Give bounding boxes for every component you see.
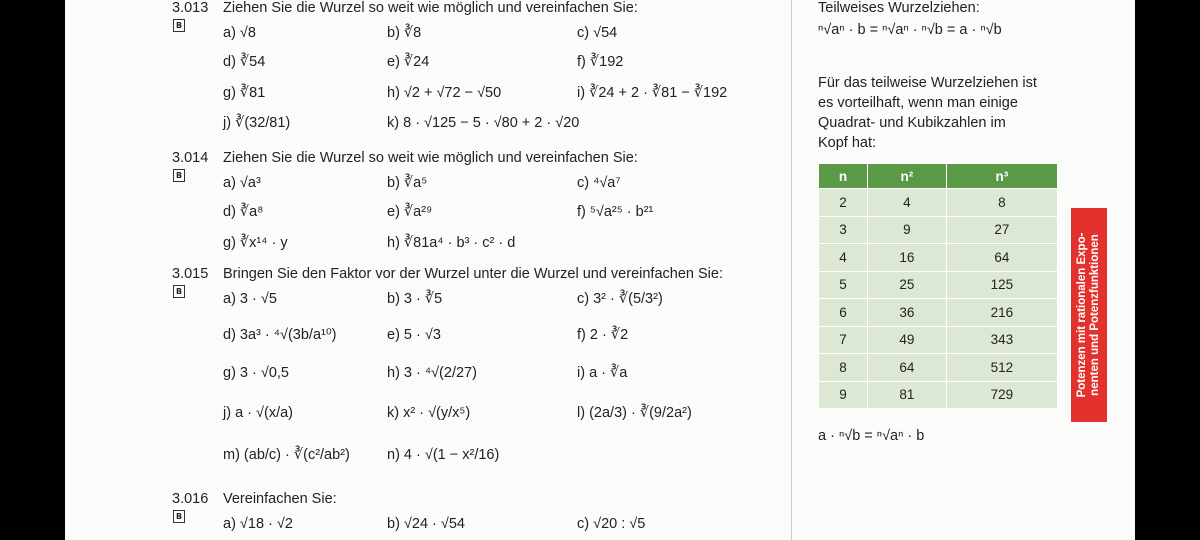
table-cell: 64 <box>868 354 947 382</box>
table-cell: 2 <box>819 189 868 217</box>
exercise-item: g) 3 · √0,5 <box>223 365 289 381</box>
table-header-cell: n <box>819 164 868 189</box>
table-header-row <box>819 164 1058 189</box>
table-cell: 3 <box>819 216 868 244</box>
exercise-item: f) ∛192 <box>577 54 624 70</box>
table-cell: 343 <box>946 326 1057 354</box>
exercise-item: c) √54 <box>577 25 618 41</box>
table-cell: 512 <box>946 354 1057 382</box>
exercise-item: k) x² · √(y/x⁵) <box>387 405 471 421</box>
exercise-heading: Ziehen Sie die Wurzel so weit wie möglich und vereinfachen Sie: <box>223 0 638 16</box>
exercise-number: 3.016 <box>172 491 209 507</box>
table-cell: 81 <box>868 381 947 409</box>
exercise-item: k) 8 · √125 − 5 · √80 + 2 · √20 <box>387 115 580 131</box>
left-black-border <box>0 0 65 540</box>
table-cell: 9 <box>819 381 868 409</box>
exercise-item: h) √2 + √72 − √50 <box>387 85 502 101</box>
column-divider <box>791 0 792 540</box>
exercise-item: a) 3 · √5 <box>223 291 277 307</box>
exercise-item: b) ∛a⁵ <box>387 175 428 191</box>
exercise-item: m) (ab/c) · ∛(c²/ab²) <box>223 447 350 463</box>
table-cell: 49 <box>868 326 947 354</box>
table-row <box>819 354 1058 382</box>
table-row <box>819 381 1058 409</box>
table-cell: 16 <box>868 244 947 272</box>
table-cell: 8 <box>946 189 1057 217</box>
exercise-item: a) √18 · √2 <box>223 516 293 532</box>
exercise-heading: Bringen Sie den Faktor vor der Wurzel unter die Wurzel und vereinfachen Sie: <box>223 266 723 282</box>
exercise-item: h) 3 · ⁴√(2/27) <box>387 365 477 381</box>
sidebar-text-2: es vorteilhaft, wenn man einige <box>818 95 1018 111</box>
exercise-heading: Ziehen Sie die Wurzel so weit wie möglich und vereinfachen Sie: <box>223 150 638 166</box>
exercise-item: j) a · √(x/a) <box>223 405 293 421</box>
table-cell: 8 <box>819 354 868 382</box>
right-black-border <box>1135 0 1200 540</box>
exercise-item: d) ∛54 <box>223 54 266 70</box>
exercise-item: c) 3² · ∛(5/3²) <box>577 291 663 307</box>
level-badge: B <box>173 169 185 182</box>
chapter-tab <box>1071 208 1107 422</box>
exercise-item: d) 3a³ · ⁴√(3b/a¹⁰) <box>223 327 337 343</box>
sidebar-formula-1: ⁿ√aⁿ · b = ⁿ√aⁿ · ⁿ√b = a · ⁿ√b <box>818 22 1002 38</box>
table-header-cell: n² <box>868 164 947 189</box>
exercise-item: f) 2 · ∛2 <box>577 327 629 343</box>
exercise-heading: Vereinfachen Sie: <box>223 491 337 507</box>
table-cell: 4 <box>868 189 947 217</box>
textbook-page <box>65 0 1135 540</box>
table-body <box>819 189 1058 409</box>
exercise-item: c) √20 : √5 <box>577 516 646 532</box>
squares-cubes-table <box>818 163 1058 409</box>
exercise-item: c) ⁴√a⁷ <box>577 175 621 191</box>
table-cell: 4 <box>819 244 868 272</box>
table-cell: 729 <box>946 381 1057 409</box>
exercise-item: i) ∛24 + 2 · ∛81 − ∛192 <box>577 85 728 101</box>
exercise-item: n) 4 · √(1 − x²/16) <box>387 447 500 463</box>
table-cell: 9 <box>868 216 947 244</box>
sidebar-text-4: Kopf hat: <box>818 135 877 151</box>
table-cell: 5 <box>819 271 868 299</box>
sidebar-text-3: Quadrat- und Kubikzahlen im <box>818 115 1006 131</box>
table-cell: 27 <box>946 216 1057 244</box>
sidebar-text-1: Für das teilweise Wurzelziehen ist <box>818 75 1037 91</box>
exercise-item: a) √a³ <box>223 175 261 191</box>
level-badge: B <box>173 19 185 32</box>
table-cell: 36 <box>868 299 947 327</box>
exercise-item: e) ∛24 <box>387 54 430 70</box>
exercise-item: e) 5 · √3 <box>387 327 441 343</box>
sidebar-formula-2: a · ⁿ√b = ⁿ√aⁿ · b <box>818 428 925 444</box>
table-row <box>819 244 1058 272</box>
table-row <box>819 216 1058 244</box>
table-cell: 6 <box>819 299 868 327</box>
exercise-item: g) ∛81 <box>223 85 266 101</box>
table-cell: 25 <box>868 271 947 299</box>
table-cell: 7 <box>819 326 868 354</box>
table-row <box>819 326 1058 354</box>
sidebar-title: Teilweises Wurzelziehen: <box>818 0 980 16</box>
table-cell: 125 <box>946 271 1057 299</box>
table-cell: 64 <box>946 244 1057 272</box>
exercise-item: g) ∛x¹⁴ · y <box>223 235 288 251</box>
exercise-item: j) ∛(32/81) <box>223 115 291 131</box>
exercise-item: a) √8 <box>223 25 256 41</box>
table-row <box>819 271 1058 299</box>
exercise-item: l) (2a/3) · ∛(9/2a²) <box>577 405 692 421</box>
table-header-cell: n³ <box>946 164 1057 189</box>
exercise-number: 3.015 <box>172 266 209 282</box>
exercise-item: i) a · ∛a <box>577 365 628 381</box>
exercise-item: d) ∛a⁸ <box>223 204 264 220</box>
level-badge: B <box>173 510 185 523</box>
table-row <box>819 299 1058 327</box>
chapter-tab-label: Potenzen mit rationalen Expo- nenten und Potenzfunktionen <box>1076 232 1101 398</box>
table-cell: 216 <box>946 299 1057 327</box>
table-row <box>819 189 1058 217</box>
exercise-number: 3.013 <box>172 0 209 16</box>
exercise-item: e) ∛a²⁹ <box>387 204 433 220</box>
exercise-item: h) ∛81a⁴ · b³ · c² · d <box>387 235 516 251</box>
exercise-item: f) ⁵√a²⁵ · b²¹ <box>577 204 654 220</box>
level-badge: B <box>173 285 185 298</box>
exercise-item: b) √24 · √54 <box>387 516 465 532</box>
exercise-item: b) ∛8 <box>387 25 422 41</box>
exercise-number: 3.014 <box>172 150 209 166</box>
exercise-item: b) 3 · ∛5 <box>387 291 443 307</box>
